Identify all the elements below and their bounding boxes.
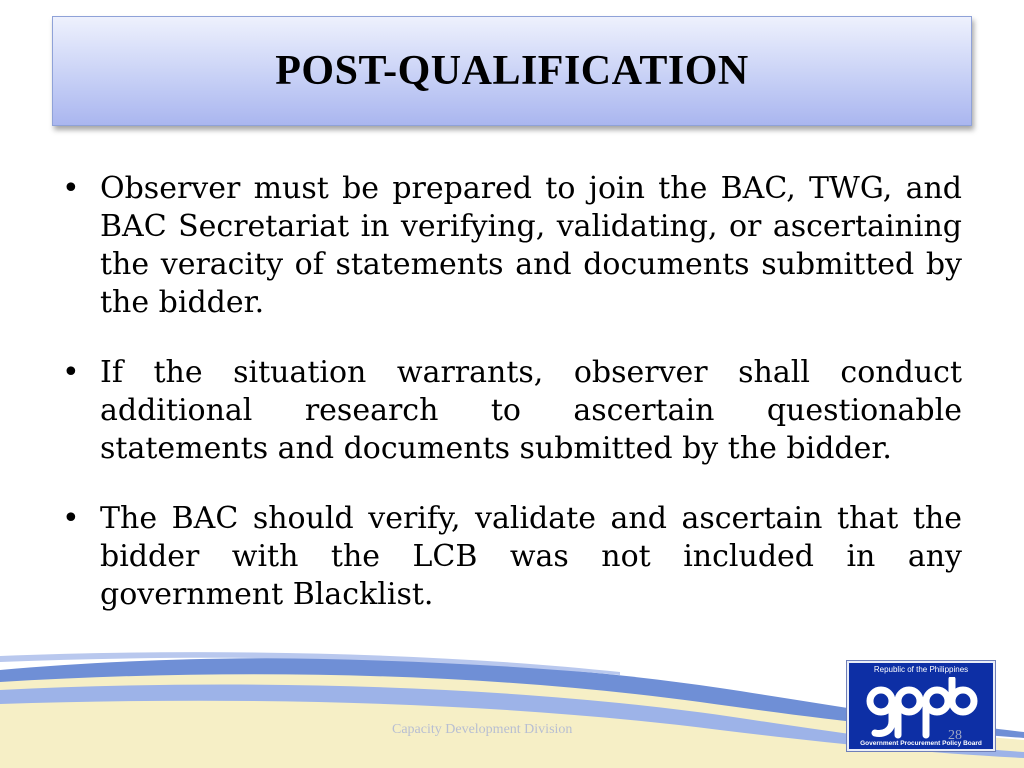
bullet-dot-icon: • bbox=[62, 355, 80, 390]
bullet-text: Observer must be prepared to join the BAC, TWG, and BAC Secretariat in verifying, validating, or ascertaining the veracity of statements and documents submitted by the bidder. bbox=[100, 171, 962, 320]
bullet-text: The BAC should verify, validate and ascertain that the bidder with the LCB was not included in any government Blacklist. bbox=[100, 501, 962, 612]
gppb-logo bbox=[847, 661, 995, 751]
slide-title: POST-QUALIFICATION bbox=[275, 48, 749, 94]
page-number: 28 bbox=[948, 728, 962, 743]
bullet-list bbox=[62, 170, 962, 646]
logo-top-text: Republic of the Philippines bbox=[873, 665, 969, 674]
bullet-text: If the situation warrants, observer shall conduct additional research to ascertain questionable statements and documents submitted by the bidder. bbox=[100, 355, 962, 466]
bullet-dot-icon: • bbox=[62, 171, 80, 206]
bullet-item bbox=[62, 354, 962, 468]
bullet-item bbox=[62, 500, 962, 614]
gppb-logo-mark-icon bbox=[863, 677, 981, 739]
footer-text: Capacity Development Division bbox=[392, 722, 573, 737]
slide-title-box bbox=[52, 16, 972, 126]
logo-bottom-text: Government Procurement Policy Board bbox=[860, 740, 982, 747]
bullet-dot-icon: • bbox=[62, 501, 80, 536]
bullet-item bbox=[62, 170, 962, 322]
